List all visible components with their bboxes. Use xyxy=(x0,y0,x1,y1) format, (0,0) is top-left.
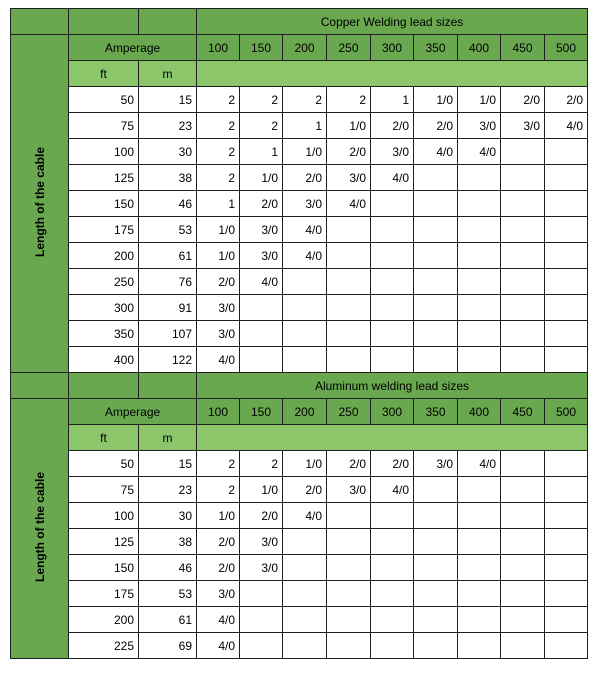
gauge-cell xyxy=(458,607,501,633)
gauge-cell xyxy=(240,633,283,659)
gauge-cell: 4/0 xyxy=(458,451,501,477)
length-m-cell: 122 xyxy=(139,347,197,373)
copper-amperage-350: 350 xyxy=(414,35,458,61)
copper-amperage-450: 450 xyxy=(501,35,545,61)
gauge-cell xyxy=(501,607,545,633)
aluminum-unit-filler xyxy=(197,425,588,451)
length-ft-cell: 200 xyxy=(69,243,139,269)
gauge-cell: 2/0 xyxy=(327,139,371,165)
copper-amperage-400: 400 xyxy=(458,35,501,61)
gauge-cell xyxy=(327,633,371,659)
length-ft-cell: 175 xyxy=(69,217,139,243)
length-m-cell: 38 xyxy=(139,165,197,191)
gauge-cell xyxy=(501,295,545,321)
gauge-cell xyxy=(458,165,501,191)
gauge-cell: 2/0 xyxy=(197,555,240,581)
length-ft-cell: 200 xyxy=(69,607,139,633)
table-row xyxy=(11,165,588,191)
gauge-cell: 2/0 xyxy=(371,451,414,477)
gauge-cell xyxy=(458,633,501,659)
gauge-cell xyxy=(327,243,371,269)
copper-side-label-text: Length of the cable xyxy=(32,146,47,257)
gauge-cell: 2/0 xyxy=(371,113,414,139)
gauge-cell xyxy=(501,477,545,503)
table-row xyxy=(11,477,588,503)
gauge-cell: 2 xyxy=(240,113,283,139)
gauge-cell xyxy=(283,347,327,373)
gauge-cell: 4/0 xyxy=(371,165,414,191)
gauge-cell xyxy=(545,503,588,529)
gauge-cell: 3/0 xyxy=(197,295,240,321)
gauge-cell: 2 xyxy=(240,87,283,113)
gauge-cell xyxy=(327,555,371,581)
length-m-cell: 30 xyxy=(139,503,197,529)
table-row xyxy=(11,139,588,165)
gauge-cell xyxy=(371,503,414,529)
length-ft-cell: 125 xyxy=(69,165,139,191)
gauge-cell xyxy=(545,243,588,269)
aluminum-amperage-500: 500 xyxy=(545,399,588,425)
aluminum-title-spacer xyxy=(69,373,139,399)
copper-m-label: m xyxy=(139,61,197,87)
gauge-cell: 2 xyxy=(197,87,240,113)
table-row xyxy=(11,113,588,139)
gauge-cell xyxy=(545,295,588,321)
copper-side-label xyxy=(11,35,69,373)
copper-title-spacer xyxy=(11,9,69,35)
gauge-cell xyxy=(545,529,588,555)
gauge-cell xyxy=(545,347,588,373)
length-m-cell: 46 xyxy=(139,555,197,581)
aluminum-title-spacer xyxy=(139,373,197,399)
gauge-cell: 1/0 xyxy=(197,243,240,269)
gauge-cell: 1/0 xyxy=(414,87,458,113)
length-m-cell: 23 xyxy=(139,477,197,503)
length-ft-cell: 50 xyxy=(69,87,139,113)
aluminum-unit-row xyxy=(11,425,588,451)
gauge-cell: 3/0 xyxy=(458,113,501,139)
gauge-cell xyxy=(458,191,501,217)
table-row xyxy=(11,217,588,243)
length-m-cell: 61 xyxy=(139,607,197,633)
length-m-cell: 107 xyxy=(139,321,197,347)
gauge-cell xyxy=(327,607,371,633)
gauge-cell: 4/0 xyxy=(458,139,501,165)
gauge-cell: 2/0 xyxy=(501,87,545,113)
gauge-cell xyxy=(240,607,283,633)
gauge-cell: 2 xyxy=(197,477,240,503)
gauge-cell: 1/0 xyxy=(458,87,501,113)
gauge-cell xyxy=(283,581,327,607)
gauge-cell: 3/0 xyxy=(371,139,414,165)
gauge-cell xyxy=(371,529,414,555)
gauge-cell xyxy=(414,555,458,581)
gauge-cell xyxy=(414,581,458,607)
gauge-cell xyxy=(371,321,414,347)
aluminum-title-row xyxy=(11,373,588,399)
length-m-cell: 46 xyxy=(139,191,197,217)
gauge-cell: 1/0 xyxy=(327,113,371,139)
gauge-cell xyxy=(545,555,588,581)
table-row xyxy=(11,451,588,477)
length-ft-cell: 75 xyxy=(69,113,139,139)
aluminum-amperage-100: 100 xyxy=(197,399,240,425)
gauge-cell: 3/0 xyxy=(327,165,371,191)
gauge-cell xyxy=(501,243,545,269)
gauge-cell xyxy=(458,321,501,347)
gauge-cell: 2/0 xyxy=(197,529,240,555)
gauge-cell: 4/0 xyxy=(283,243,327,269)
gauge-cell xyxy=(240,581,283,607)
gauge-cell xyxy=(458,243,501,269)
length-m-cell: 61 xyxy=(139,243,197,269)
gauge-cell xyxy=(501,633,545,659)
aluminum-amperage-250: 250 xyxy=(327,399,371,425)
aluminum-side-label-text: Length of the cable xyxy=(32,471,47,582)
gauge-cell xyxy=(283,633,327,659)
gauge-cell xyxy=(545,607,588,633)
copper-section-title: Copper Welding lead sizes xyxy=(197,9,588,35)
gauge-cell: 2 xyxy=(197,113,240,139)
gauge-cell xyxy=(371,217,414,243)
length-ft-cell: 75 xyxy=(69,477,139,503)
gauge-cell xyxy=(371,581,414,607)
gauge-cell xyxy=(545,191,588,217)
gauge-cell: 3/0 xyxy=(240,555,283,581)
gauge-cell xyxy=(283,555,327,581)
gauge-cell xyxy=(501,555,545,581)
gauge-cell xyxy=(501,165,545,191)
copper-title-row xyxy=(11,9,588,35)
length-ft-cell: 225 xyxy=(69,633,139,659)
gauge-cell: 3/0 xyxy=(414,451,458,477)
gauge-cell xyxy=(458,347,501,373)
gauge-cell xyxy=(458,477,501,503)
copper-amperage-250: 250 xyxy=(327,35,371,61)
gauge-cell xyxy=(501,217,545,243)
gauge-cell: 2/0 xyxy=(283,165,327,191)
gauge-cell: 2/0 xyxy=(545,87,588,113)
length-m-cell: 53 xyxy=(139,217,197,243)
table-row xyxy=(11,633,588,659)
gauge-cell: 2 xyxy=(240,451,283,477)
gauge-cell: 4/0 xyxy=(283,503,327,529)
table-row xyxy=(11,243,588,269)
gauge-cell xyxy=(414,477,458,503)
gauge-cell xyxy=(501,581,545,607)
gauge-cell xyxy=(545,633,588,659)
aluminum-title-spacer xyxy=(11,373,69,399)
gauge-cell xyxy=(414,529,458,555)
gauge-cell xyxy=(458,295,501,321)
gauge-cell xyxy=(371,243,414,269)
aluminum-m-label: m xyxy=(139,425,197,451)
gauge-cell xyxy=(414,243,458,269)
gauge-cell xyxy=(545,269,588,295)
gauge-cell xyxy=(283,607,327,633)
gauge-cell xyxy=(283,529,327,555)
gauge-cell: 1 xyxy=(371,87,414,113)
gauge-cell xyxy=(414,269,458,295)
gauge-cell xyxy=(414,321,458,347)
copper-amperage-200: 200 xyxy=(283,35,327,61)
gauge-cell xyxy=(327,347,371,373)
gauge-cell xyxy=(327,269,371,295)
aluminum-amperage-400: 400 xyxy=(458,399,501,425)
length-m-cell: 23 xyxy=(139,113,197,139)
table-row xyxy=(11,87,588,113)
gauge-cell xyxy=(545,321,588,347)
length-ft-cell: 350 xyxy=(69,321,139,347)
gauge-cell: 4/0 xyxy=(327,191,371,217)
gauge-cell xyxy=(458,269,501,295)
table-row xyxy=(11,529,588,555)
gauge-cell xyxy=(414,503,458,529)
copper-title-spacer xyxy=(139,9,197,35)
gauge-cell xyxy=(545,477,588,503)
table-row xyxy=(11,295,588,321)
length-ft-cell: 100 xyxy=(69,503,139,529)
length-ft-cell: 125 xyxy=(69,529,139,555)
gauge-cell xyxy=(371,633,414,659)
table-row xyxy=(11,191,588,217)
gauge-cell xyxy=(327,529,371,555)
gauge-cell xyxy=(501,503,545,529)
gauge-cell xyxy=(283,321,327,347)
gauge-cell: 4/0 xyxy=(197,607,240,633)
gauge-cell: 1/0 xyxy=(240,165,283,191)
gauge-cell xyxy=(327,321,371,347)
gauge-cell: 2/0 xyxy=(240,191,283,217)
copper-unit-row xyxy=(11,61,588,87)
gauge-cell: 3/0 xyxy=(240,217,283,243)
gauge-cell xyxy=(327,217,371,243)
gauge-cell xyxy=(458,503,501,529)
gauge-cell xyxy=(240,295,283,321)
length-m-cell: 38 xyxy=(139,529,197,555)
gauge-cell xyxy=(414,295,458,321)
gauge-cell: 1/0 xyxy=(197,217,240,243)
length-m-cell: 69 xyxy=(139,633,197,659)
table-row xyxy=(11,555,588,581)
gauge-cell xyxy=(458,555,501,581)
length-ft-cell: 400 xyxy=(69,347,139,373)
gauge-cell: 3/0 xyxy=(197,321,240,347)
gauge-cell xyxy=(458,581,501,607)
gauge-cell xyxy=(501,321,545,347)
gauge-cell: 1 xyxy=(283,113,327,139)
length-ft-cell: 150 xyxy=(69,191,139,217)
gauge-cell: 2/0 xyxy=(414,113,458,139)
length-ft-cell: 175 xyxy=(69,581,139,607)
gauge-cell xyxy=(240,321,283,347)
gauge-cell xyxy=(240,347,283,373)
gauge-cell xyxy=(371,295,414,321)
gauge-cell xyxy=(327,503,371,529)
aluminum-amperage-header-row xyxy=(11,399,588,425)
table-row xyxy=(11,321,588,347)
copper-amperage-300: 300 xyxy=(371,35,414,61)
gauge-cell xyxy=(371,555,414,581)
copper-amperage-500: 500 xyxy=(545,35,588,61)
gauge-cell: 1/0 xyxy=(283,139,327,165)
gauge-cell xyxy=(501,191,545,217)
gauge-cell: 3/0 xyxy=(197,581,240,607)
gauge-cell xyxy=(545,139,588,165)
gauge-cell xyxy=(414,607,458,633)
gauge-cell xyxy=(545,217,588,243)
length-m-cell: 53 xyxy=(139,581,197,607)
gauge-cell: 3/0 xyxy=(240,243,283,269)
gauge-cell xyxy=(283,295,327,321)
gauge-cell: 4/0 xyxy=(197,633,240,659)
gauge-cell xyxy=(414,217,458,243)
gauge-cell xyxy=(545,451,588,477)
aluminum-amperage-label: Amperage xyxy=(69,399,197,425)
length-ft-cell: 150 xyxy=(69,555,139,581)
gauge-cell xyxy=(327,581,371,607)
gauge-cell xyxy=(371,347,414,373)
aluminum-amperage-450: 450 xyxy=(501,399,545,425)
gauge-cell: 4/0 xyxy=(414,139,458,165)
copper-amperage-header-row xyxy=(11,35,588,61)
gauge-cell: 4/0 xyxy=(545,113,588,139)
gauge-cell: 2/0 xyxy=(240,503,283,529)
table-row xyxy=(11,581,588,607)
gauge-cell xyxy=(458,529,501,555)
table-row xyxy=(11,269,588,295)
gauge-cell xyxy=(501,451,545,477)
gauge-cell: 2/0 xyxy=(197,269,240,295)
gauge-cell: 2 xyxy=(197,139,240,165)
aluminum-ft-label: ft xyxy=(69,425,139,451)
gauge-cell xyxy=(371,191,414,217)
gauge-cell: 3/0 xyxy=(283,191,327,217)
gauge-cell: 2/0 xyxy=(327,451,371,477)
aluminum-amperage-350: 350 xyxy=(414,399,458,425)
gauge-cell xyxy=(501,529,545,555)
gauge-cell xyxy=(458,217,501,243)
gauge-cell: 4/0 xyxy=(197,347,240,373)
gauge-cell: 4/0 xyxy=(283,217,327,243)
copper-title-spacer xyxy=(69,9,139,35)
gauge-cell xyxy=(414,165,458,191)
aluminum-side-label xyxy=(11,399,69,659)
gauge-cell xyxy=(371,269,414,295)
aluminum-amperage-200: 200 xyxy=(283,399,327,425)
gauge-cell: 3/0 xyxy=(327,477,371,503)
gauge-cell xyxy=(501,347,545,373)
gauge-cell xyxy=(414,633,458,659)
gauge-cell xyxy=(501,139,545,165)
gauge-cell: 4/0 xyxy=(240,269,283,295)
gauge-cell xyxy=(414,191,458,217)
gauge-cell: 1 xyxy=(240,139,283,165)
copper-amperage-150: 150 xyxy=(240,35,283,61)
gauge-cell xyxy=(371,607,414,633)
length-m-cell: 91 xyxy=(139,295,197,321)
gauge-cell xyxy=(283,269,327,295)
length-m-cell: 15 xyxy=(139,87,197,113)
gauge-cell: 1/0 xyxy=(283,451,327,477)
length-ft-cell: 300 xyxy=(69,295,139,321)
gauge-cell: 2 xyxy=(197,165,240,191)
length-m-cell: 30 xyxy=(139,139,197,165)
gauge-cell: 2 xyxy=(283,87,327,113)
gauge-cell xyxy=(545,165,588,191)
table-row xyxy=(11,607,588,633)
gauge-cell: 1/0 xyxy=(197,503,240,529)
length-m-cell: 15 xyxy=(139,451,197,477)
gauge-cell: 4/0 xyxy=(371,477,414,503)
welding-lead-size-table xyxy=(10,8,588,659)
length-ft-cell: 250 xyxy=(69,269,139,295)
gauge-cell xyxy=(545,581,588,607)
table-row xyxy=(11,347,588,373)
gauge-cell: 3/0 xyxy=(501,113,545,139)
aluminum-section-title: Aluminum welding lead sizes xyxy=(197,373,588,399)
copper-ft-label: ft xyxy=(69,61,139,87)
gauge-cell xyxy=(501,269,545,295)
gauge-cell xyxy=(414,347,458,373)
gauge-cell: 2 xyxy=(327,87,371,113)
length-ft-cell: 100 xyxy=(69,139,139,165)
gauge-cell: 1/0 xyxy=(240,477,283,503)
copper-amperage-label: Amperage xyxy=(69,35,197,61)
gauge-cell: 1 xyxy=(197,191,240,217)
aluminum-amperage-150: 150 xyxy=(240,399,283,425)
copper-unit-filler xyxy=(197,61,588,87)
gauge-cell: 2 xyxy=(197,451,240,477)
aluminum-amperage-300: 300 xyxy=(371,399,414,425)
gauge-cell xyxy=(327,295,371,321)
length-ft-cell: 50 xyxy=(69,451,139,477)
copper-amperage-100: 100 xyxy=(197,35,240,61)
table-row xyxy=(11,503,588,529)
gauge-cell: 3/0 xyxy=(240,529,283,555)
length-m-cell: 76 xyxy=(139,269,197,295)
gauge-cell: 2/0 xyxy=(283,477,327,503)
